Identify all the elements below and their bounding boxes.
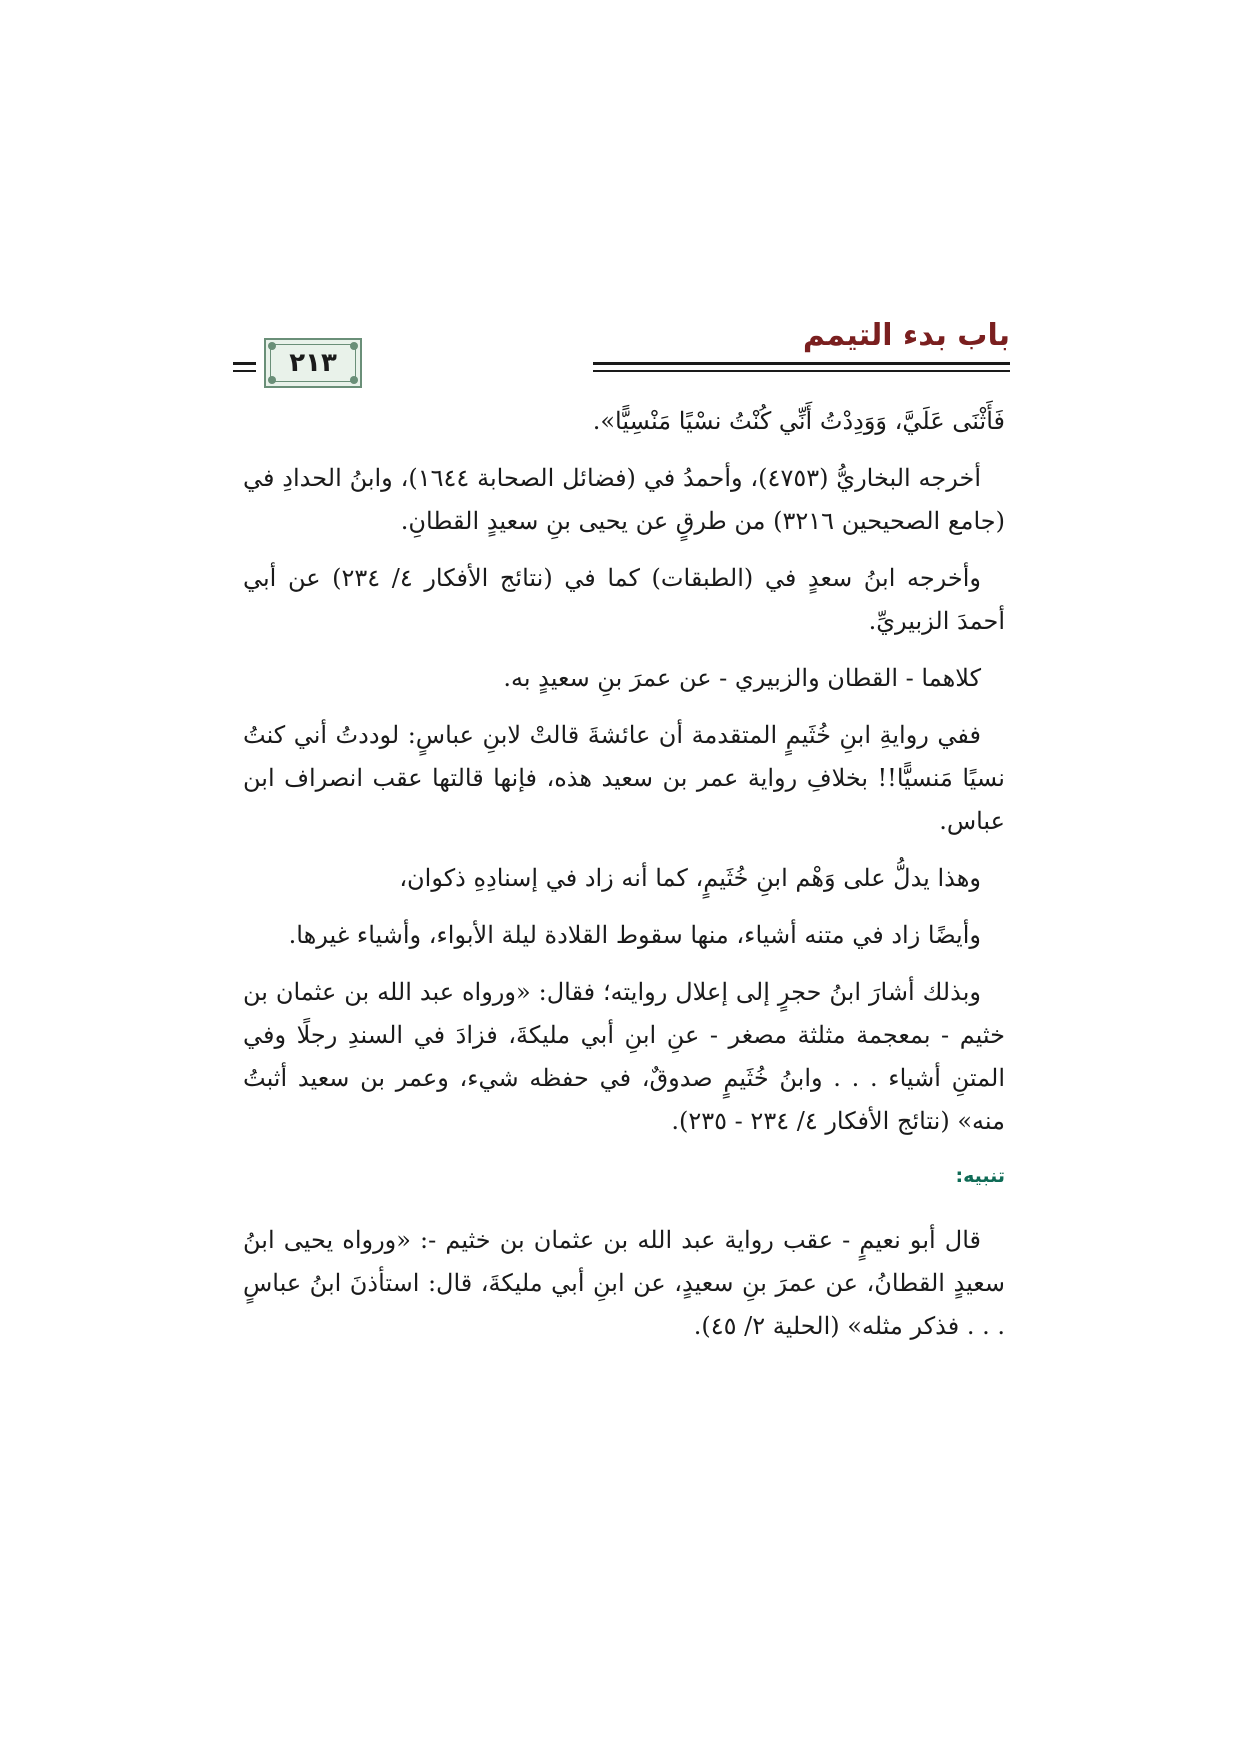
header-rule xyxy=(593,370,1010,372)
note-paragraph: قال أبو نعيمٍ - عقب رواية عبد الله بن عثمان بن خثيم -: «ورواه يحيى ابنُ سعيدٍ القطانُ، عن عمرَ بنِ سعيدٍ، عن ابنِ أبي مليكةَ، قال: استأذنَ ابنُ عباسٍ . . . فذكر مثله» (الحلية ٢/ ٤٥). xyxy=(243,1226,1005,1340)
paragraph: أخرجه البخاريُّ (٤٧٥٣)، وأحمدُ في (فضائل الصحابة ١٦٤٤)، وابنُ الحدادِ في (جامع الصحيحين ٣٢١٦) من طرقٍ عن يحيى بنِ سعيدٍ القطانِ. xyxy=(243,464,1005,535)
page-header xyxy=(233,318,1010,388)
paragraph: كلاهما - القطان والزبيري - عن عمرَ بنِ سعيدٍ به. xyxy=(503,664,981,692)
note-heading: تنبيه: xyxy=(955,1165,1005,1187)
page-number: ٢١٣ xyxy=(289,348,337,378)
header-rule xyxy=(233,362,256,365)
paragraph: فَأَثْنَى عَلَيَّ، وَوَدِدْتُ أَنِّي كُنْتُ نسْيًا مَنْسِيًّا». xyxy=(592,407,1005,435)
ornament-icon xyxy=(268,376,276,384)
ornament-icon xyxy=(350,342,358,350)
paragraph: وهذا يدلُّ على وَهْم ابنِ خُثَيمٍ، كما أنه زاد في إسنادِهِ ذكوان، xyxy=(399,864,981,892)
page-body xyxy=(243,400,1005,1362)
paragraph: وأخرجه ابنُ سعدٍ في (الطبقات) كما في (نتائج الأفكار ٤/ ٢٣٤) عن أبي أحمدَ الزبيريِّ. xyxy=(243,564,1005,635)
header-rule xyxy=(233,370,256,372)
chapter-title: باب بدء التيمم xyxy=(802,318,1010,353)
paragraph: وبذلك أشارَ ابنُ حجرٍ إلى إعلال روايته؛ فقال: «ورواه عبد الله بن عثمان بن خثيم - بمعجمة مثلثة مصغر - عنِ ابنِ أبي مليكةَ، فزادَ في السندِ رجلًا وفي المتنِ أشياء . . . وابنُ خُثَيمٍ صدوقٌ، في حفظه شيء، وعمر بن سعيد أثبتُ منه» (نتائج الأفكار ٤/ ٢٣٤ - ٢٣٥). xyxy=(243,978,1005,1135)
ornament-icon xyxy=(268,342,276,350)
header-rule xyxy=(593,362,1010,365)
paragraph: وأيضًا زاد في متنه أشياء، منها سقوط القلادة ليلة الأبواء، وأشياء غيرها. xyxy=(288,921,981,949)
page-number-badge xyxy=(264,338,362,388)
paragraph: ففي روايةِ ابنِ خُثَيمٍ المتقدمة أن عائشةَ قالتْ لابنِ عباسٍ: لوددتُ أني كنتُ نسيًا مَنسيًّا!! بخلافِ رواية عمر بن سعيد هذه، فإنها قالتها عقب انصراف ابن عباس. xyxy=(243,721,1005,835)
ornament-icon xyxy=(350,376,358,384)
